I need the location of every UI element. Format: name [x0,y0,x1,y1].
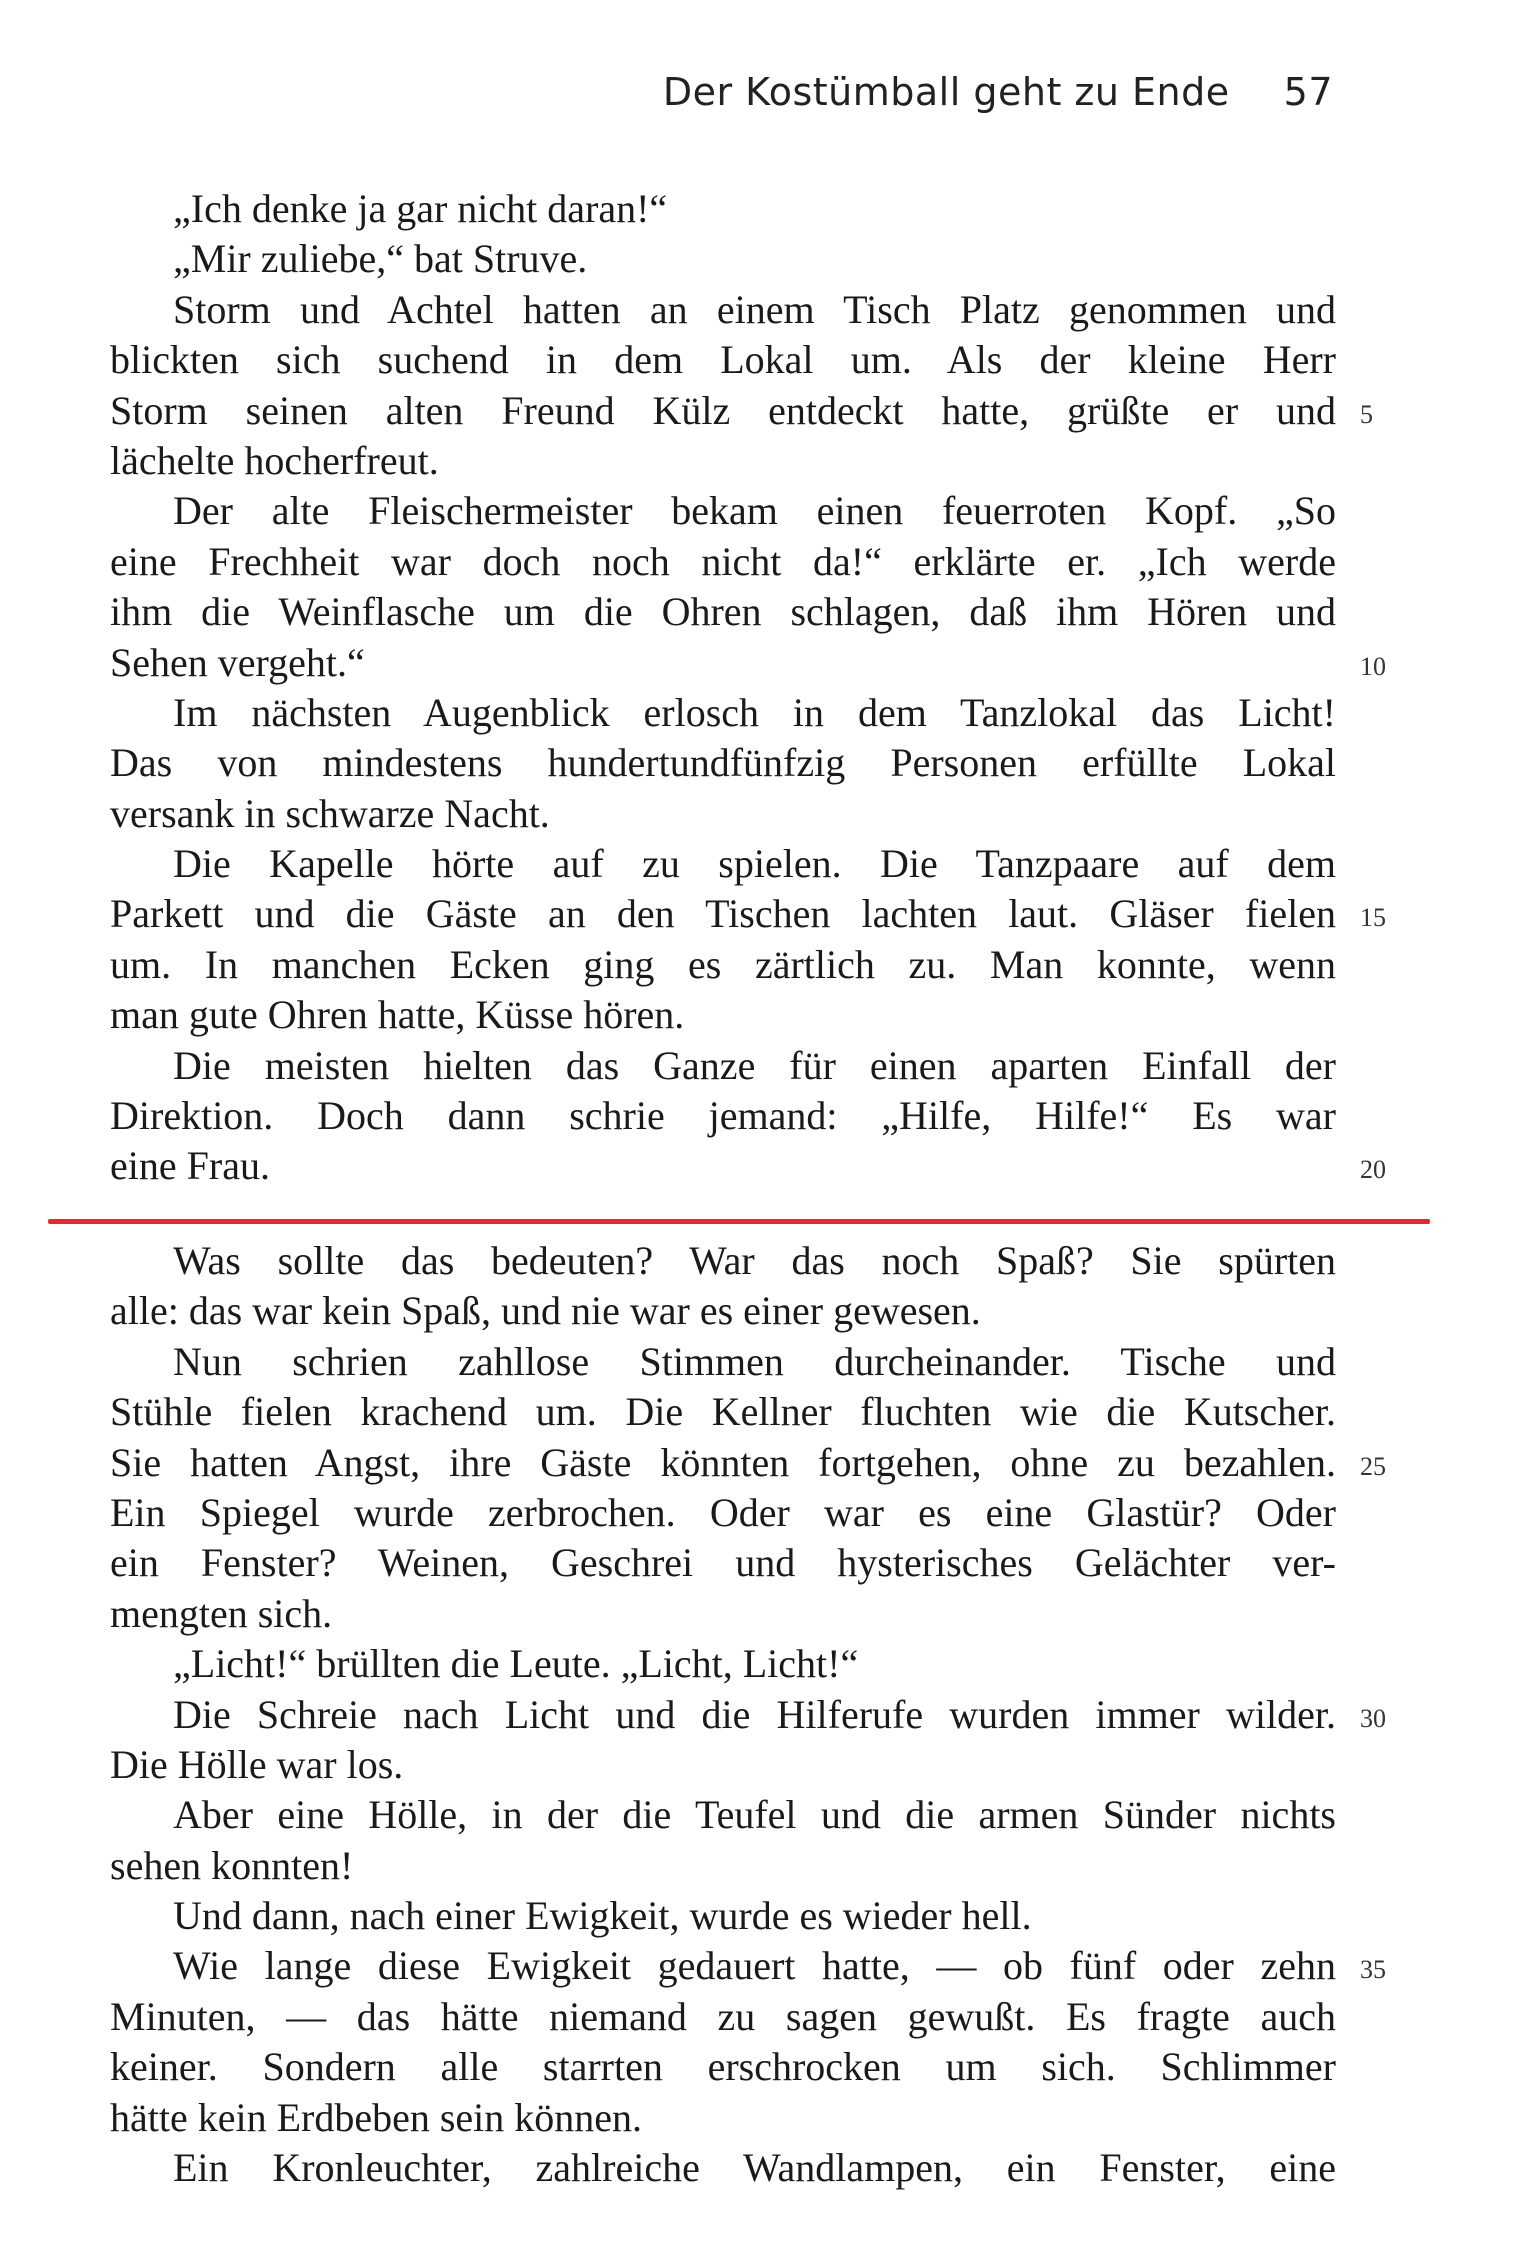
line-text: Und dann, nach einer Ewigkeit, wurde es wieder hell. [173,1893,1032,1939]
line-text: Der alte Fleischermeister bekam einen feuerroten Kopf. „So [173,488,1336,534]
line-text: man gute Ohren hatte, Küsse hören. [110,992,685,1038]
text-line [110,1141,1386,1191]
line-number: 35 [1360,1955,1386,1985]
line-text: Direktion. Doch dann schrie jemand: „Hilfe, Hilfe!“ Es war [110,1093,1336,1139]
text-line [110,587,1336,637]
text-line [110,1286,1336,1336]
text-line [110,285,1336,335]
text-line [110,1841,1336,1891]
text-line [110,1992,1336,2042]
line-text: mengten sich. [110,1590,333,1636]
text-line [110,990,1336,1040]
line-text: alle: das war kein Spaß, und nie war es einer gewesen. [110,1288,981,1334]
text-line [110,1091,1336,1141]
text-line [110,638,1386,688]
line-text: Im nächsten Augenblick erlosch in dem Tanzlokal das Licht! [173,689,1336,735]
text-line [110,486,1336,536]
line-text: Wie lange diese Ewigkeit gedauert hatte, — ob fünf oder zehn [173,1943,1336,1989]
text-line [110,1236,1336,1286]
running-head [663,70,1333,114]
line-text: Die meisten hielten das Ganze für einen aparten Einfall der [173,1042,1336,1088]
line-text: blickten sich suchend in dem Lokal um. Als der kleine Herr [110,337,1336,383]
text-line [110,1538,1336,1588]
text-line [110,234,1336,284]
text-line [110,386,1373,436]
line-number: 15 [1360,903,1386,933]
text-line [110,1941,1386,1991]
text-line [110,940,1336,990]
text-line [110,1639,1336,1689]
text-line [110,688,1336,738]
line-text: lächelte hocherfreut. [110,437,439,483]
text-line [110,738,1336,788]
text-line [110,436,1336,486]
line-text: Parkett und die Gäste an den Tischen lachten laut. Gläser fielen [110,891,1336,937]
line-text: Die Hölle war los. [110,1741,404,1787]
line-text: Aber eine Hölle, in der die Teufel und die armen Sünder nichts [173,1792,1336,1838]
line-text: Sehen vergeht.“ [110,639,365,685]
chapter-title: Der Kostümball geht zu Ende [662,70,1230,114]
line-text: „Licht!“ brüllten die Leute. „Licht, Licht!“ [173,1641,859,1687]
text-block-top [110,184,1386,1192]
text-line [110,789,1336,839]
line-number: 20 [1360,1155,1386,1185]
line-text: Die Kapelle hörte auf zu spielen. Die Tanzpaare auf dem [173,841,1336,887]
text-line [110,1740,1336,1790]
line-text: Storm seinen alten Freund Külz entdeckt hatte, grüßte er und [110,387,1336,433]
line-text: Sie hatten Angst, ihre Gäste könnten fortgehen, ohne zu bezahlen. [110,1439,1336,1485]
text-line [110,1488,1336,1538]
line-text: ein Fenster? Weinen, Geschrei und hysterisches Gelächter ver- [110,1540,1336,1586]
line-text: Minuten, — das hätte niemand zu sagen gewußt. Es fragte auch [110,1993,1336,2039]
text-line [110,184,1336,234]
line-number: 5 [1360,399,1373,429]
line-number: 25 [1360,1451,1386,1481]
text-line [110,889,1386,939]
line-text: „Mir zuliebe,“ bat Struve. [173,236,588,282]
text-line [110,2143,1336,2193]
line-text: Ein Spiegel wurde zerbrochen. Oder war es eine Glastür? Oder [110,1489,1336,1535]
line-text: versank in schwarze Nacht. [110,790,550,836]
page-number: 57 [1283,70,1333,114]
line-text: Was sollte das bedeuten? War das noch Spaß? Sie spürten [173,1238,1336,1283]
text-line [110,1790,1336,1840]
text-line [110,839,1336,889]
line-number: 30 [1360,1703,1386,1733]
line-text: hätte kein Erdbeben sein können. [110,2094,643,2140]
line-text: eine Frau. [110,1143,270,1189]
text-line [110,1387,1336,1437]
line-text: ihm die Weinflasche um die Ohren schlagen, daß ihm Hören und [110,589,1336,635]
text-line [110,1041,1336,1091]
line-text: Stühle fielen krachend um. Die Kellner fluchten wie die Kutscher. [110,1389,1336,1435]
text-line [110,1438,1386,1488]
text-line [110,1690,1386,1740]
line-text: „Ich denke ja gar nicht daran!“ [173,186,668,231]
line-text: Das von mindestens hundertundfünfzig Personen erfüllte Lokal [110,740,1336,786]
line-text: sehen konnten! [110,1842,354,1888]
line-text: Die Schreie nach Licht und die Hilferufe wurden immer wilder. [173,1691,1336,1737]
line-text: Ein Kronleuchter, zahlreiche Wandlampen, ein Fenster, eine [173,2145,1336,2191]
text-line [110,537,1336,587]
text-line [110,1589,1336,1639]
line-text: Storm und Achtel hatten an einem Tisch Platz genommen und [173,286,1336,332]
text-line [110,1891,1336,1941]
line-text: eine Frechheit war doch noch nicht da!“ erklärte er. „Ich werde [110,538,1336,584]
text-line [110,1337,1336,1387]
line-text: um. In manchen Ecken ging es zärtlich zu. Man konnte, wenn [110,941,1336,987]
text-block-bottom [110,1236,1386,2193]
red-divider-line [48,1219,1430,1224]
text-line [110,335,1336,385]
text-line [110,2093,1336,2143]
line-number: 10 [1360,651,1386,681]
text-line [110,2042,1336,2092]
line-text: Nun schrien zahllose Stimmen durcheinander. Tische und [173,1338,1336,1384]
line-text: keiner. Sondern alle starrten erschrocken um sich. Schlimmer [110,2044,1336,2090]
